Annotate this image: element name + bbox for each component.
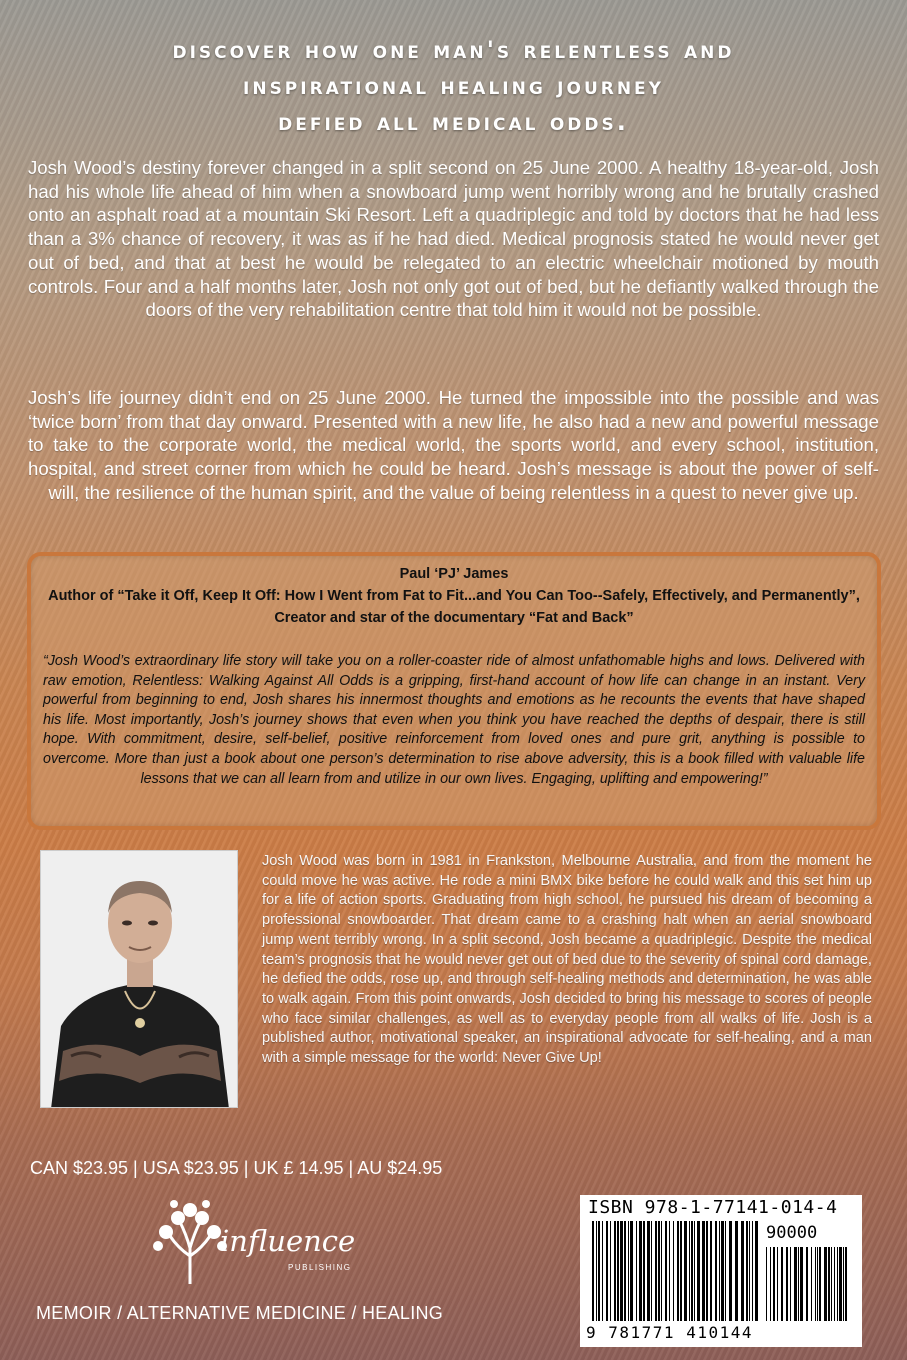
barcode-price-code: 90000 xyxy=(766,1223,818,1243)
barcode-bar xyxy=(651,1221,652,1321)
barcode-bar xyxy=(694,1221,695,1321)
headline xyxy=(20,32,887,140)
intro-paragraph: Josh Wood’s destiny forever changed in a split second on 25 June 2000. A healthy 18-year-old, Josh had his whole life ahead of him when a snowboard jump went horribly wrong and he brutally crashed onto an asphalt road at a mountain Ski Resort. Left a quadriplegic and told by doctors that he had less than a 3% chance of recovery, it was as if he had died. Medical prognosis stated he would never get out of bed, and that at best he would be relegated to an electric wheelchair motioned by mouth controls. Four and a half months later, Josh not only got out of bed, but he defiantly walked through the doors of the very rehabilitation centre that told him it would not be possible. xyxy=(28,157,879,321)
barcode-bar xyxy=(729,1221,732,1321)
endorser-name: Paul ‘PJ’ James xyxy=(399,566,509,582)
barcode-bar xyxy=(725,1221,726,1321)
barcode-bar xyxy=(752,1221,753,1321)
barcode-bar xyxy=(819,1247,821,1321)
barcode-bar xyxy=(636,1221,637,1321)
barcode-bar xyxy=(661,1221,662,1321)
barcode-bar xyxy=(773,1247,775,1321)
barcode-bar xyxy=(697,1221,700,1321)
barcode-bar xyxy=(766,1247,767,1321)
barcode-bar xyxy=(677,1221,679,1321)
tree-icon xyxy=(150,1196,230,1286)
author-portrait-illustration xyxy=(41,851,238,1108)
barcode-bar xyxy=(770,1247,771,1321)
barcode-bar xyxy=(655,1221,657,1321)
publisher-logo xyxy=(150,1196,390,1286)
barcode-bar xyxy=(702,1221,705,1321)
author-photo xyxy=(40,850,238,1108)
barcode-bar xyxy=(719,1221,720,1321)
endorsement-box xyxy=(27,552,881,830)
barcode-bar xyxy=(798,1247,799,1321)
barcode-digits: 9 781771 410144 xyxy=(586,1323,753,1342)
barcode-bar xyxy=(620,1221,623,1321)
price-list: CAN $23.95 | USA $23.95 | UK £ 14.95 | AU $24.95 xyxy=(30,1158,443,1178)
barcode-bar xyxy=(610,1221,611,1321)
barcode-bar xyxy=(689,1221,690,1321)
isbn-barcode xyxy=(580,1195,862,1347)
headline-line-3: defied all medical odds. xyxy=(278,108,629,136)
barcode-bar xyxy=(741,1221,744,1321)
barcode-bar xyxy=(706,1221,708,1321)
barcode-bar xyxy=(624,1221,626,1321)
endorsement-quote: “Josh Wood’s extraordinary life story will take you on a roller-coaster ride of almost unfathomable highs and lows. Delivered with raw emotion, Relentless: Walking Against All Odds is a gripping, first-hand account of how life can change in an instant. Very powerful from beginning to end, Josh shares his innermost thoughts and emotions as he recounts the events that have shaped his life. Most importantly, Josh’s journey shows that even when you think you have reached the depths of despair, there is still hope. With commitment, desire, self-belief, positive reinforcement from loved ones and pure grit, anything is possible to overcome. More than just a book about one person’s determination to rise above adversity, this is a book filled with valuable life lessons that we can all learn from and utilize in our own lives. Engaging, uplifting and empowering!” xyxy=(43,653,865,787)
barcode-bar xyxy=(777,1247,778,1321)
barcode-bar xyxy=(806,1247,808,1321)
barcode-bar xyxy=(746,1221,748,1321)
barcode-bar xyxy=(596,1221,597,1321)
barcode-bar xyxy=(643,1221,645,1321)
barcode-bar xyxy=(691,1221,693,1321)
endorsement-header xyxy=(41,563,867,629)
author-bio: Josh Wood was born in 1981 in Frankston, Melbourne Australia, and from the moment he could move he was active. He rode a mini BMX bike before he could walk and this set him up for a life of action sports. Graduating from high school, he pursued his dream of becoming a professional snowboarder. That dream came to a crashing halt when an aerial snowboard jump went terribly wrong. In a split second, Josh became a quadriplegic. Despite the medical team’s prognosis that he would never get out of bed due to the severity of spinal cord damage, he defied the odds, rose up, and through self-healing methods and determination, he was able to walk again. From this point onwards, Josh decided to bring his message to scores of people who face similar challenges, as well as to everyday people from all walks of life. Josh is a published author, motivational speaker, an inspirational advocate for self-healing, and a man with a simple message for the world: Never Give Up! xyxy=(262,853,872,1067)
barcode-bar xyxy=(735,1221,738,1321)
barcode-bar xyxy=(647,1221,650,1321)
barcode-bar xyxy=(669,1221,670,1321)
barcode-bar xyxy=(828,1247,830,1321)
barcode-bar xyxy=(824,1247,827,1321)
barcode-bar xyxy=(817,1247,818,1321)
barcode-bar xyxy=(628,1221,629,1321)
barcode-bar xyxy=(721,1221,724,1321)
barcode-bar xyxy=(839,1247,842,1321)
barcode-bar xyxy=(815,1247,816,1321)
publisher-name: influence xyxy=(220,1224,356,1258)
message-paragraph: Josh’s life journey didn’t end on 25 June 2000. He turned the impossible into the possible and was ‘twice born’ from that day onward. Presented with a new life, he also had a new and powerful message to take to the corporate world, the medical world, the sports world, and every school, institution, hospital, and street corner from which he could be heard. Josh’s message is about the power of self-will, the resilience of the human spirit, and the value of being relentless in a quest to never give up. xyxy=(28,387,879,503)
barcode-bar xyxy=(834,1247,835,1321)
barcode-bar xyxy=(673,1221,674,1321)
barcode-bar xyxy=(684,1221,687,1321)
barcode-bar xyxy=(800,1247,803,1321)
barcode-bar xyxy=(617,1221,619,1321)
barcode-bar xyxy=(680,1221,682,1321)
barcode-bar xyxy=(602,1221,603,1321)
barcode-bar xyxy=(843,1247,844,1321)
barcode-bar xyxy=(790,1247,791,1321)
barcode-bar xyxy=(749,1221,750,1321)
barcode-bar xyxy=(715,1221,717,1321)
barcode-bar xyxy=(845,1247,847,1321)
headline-line-1: discover how one man's relentless and xyxy=(172,36,735,64)
genre-label: MEMOIR / ALTERNATIVE MEDICINE / HEALING xyxy=(36,1303,444,1323)
barcode-bar xyxy=(786,1247,788,1321)
barcode-bar xyxy=(710,1221,712,1321)
barcode-bar xyxy=(592,1221,594,1321)
barcode-bar xyxy=(606,1221,608,1321)
barcode-bar xyxy=(781,1247,783,1321)
barcode-bar xyxy=(755,1221,758,1321)
isbn-number: ISBN 978-1-77141-014-4 xyxy=(588,1197,838,1218)
barcode-bar xyxy=(794,1247,797,1321)
barcode-bar xyxy=(630,1221,633,1321)
barcode-bar xyxy=(658,1221,660,1321)
barcode-bar xyxy=(837,1247,838,1321)
barcode-bar xyxy=(639,1221,642,1321)
headline-line-2: inspirational healing journey xyxy=(243,72,664,100)
barcode-bar xyxy=(598,1221,600,1321)
barcode-bar xyxy=(811,1247,812,1321)
barcode-bar xyxy=(831,1247,832,1321)
barcode-bar xyxy=(614,1221,616,1321)
publisher-subtitle: PUBLISHING xyxy=(288,1263,352,1272)
endorser-credentials: Author of “Take it Off, Keep It Off: How I Went from Fat to Fit...and You Can Too--Safely, Effectively, and Permanently”, Creator and star of the documentary “Fat and Back” xyxy=(48,588,860,626)
barcode-bar xyxy=(665,1221,667,1321)
